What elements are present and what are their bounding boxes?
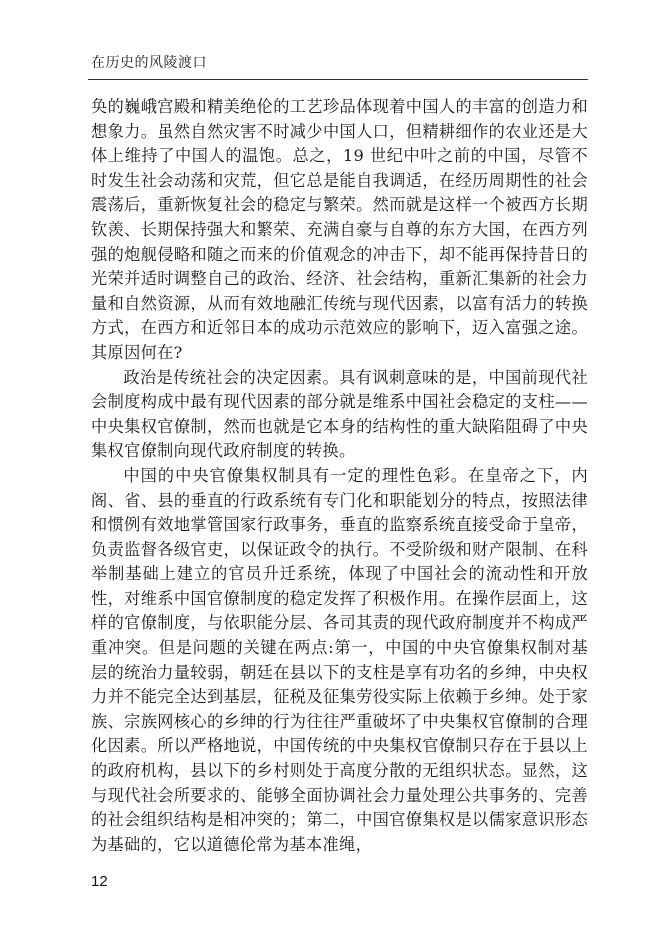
paragraph-continued: 奂的巍峨宫殿和精美绝伦的工艺珍品体现着中国人的丰富的创造力和想象力。虽然自然灾害不时减少中国人口，但精耕细作的农业还是大体上维持了中国人的温饱。总之，19 世纪中叶之前的中国，尽管不时发生社会动荡和灾荒，但它总是能自我调适，在经历周期性的社会震荡后，重新恢复社会的稳定与繁荣。然而就是这样一个被西方长期钦羡、长期保持强大和繁荣、充满自豪与自尊的东方大国，在西方列强的炮舰侵略和随之而来的价值观念的冲击下，却不能再保持昔日的光荣并适时调整自己的政治、经济、社会结构，重新汇集新的社会力量和自然资源，从而有效地融汇传统与现代因素，以富有活力的转换方式，在西方和近邻日本的成功示范效应的影响下，迈入富强之途。其原因何在?: [91, 97, 588, 362]
header-rule: [88, 79, 588, 80]
body-text: [91, 95, 588, 857]
paragraph: 政治是传统社会的决定因素。具有讽刺意味的是，中国前现代社会制度构成中最有现代因素的部分就是维系中国社会稳定的支柱——中央集权官僚制，然而也就是它本身的结构性的重大缺陷阻碍了中央集权官僚制向现代政府制度的转换。: [91, 367, 588, 461]
paragraph: 中国的中央官僚集权制具有一定的理性色彩。在皇帝之下，内阁、省、县的垂直的行政系统有专门化和职能划分的特点，按照法律和惯例有效地掌管国家行政事务，垂直的监察系统直接受命于皇帝，负责监督各级官吏，以保证政令的执行。不受阶级和财产限制、在科举制基础上建立的官员升迁系统，体现了中国社会的流动性和开放性，对维系中国官僚制度的稳定发挥了积极作用。在操作层面上，这样的官僚制度，与依职能分层、各司其责的现代政府制度并不构成严重冲突。但是问题的关键在两点:第一，中国的中央官僚集权制对基层的统治力量较弱，朝廷在县以下的支柱是享有功名的乡绅，中央权力并不能完全达到基层，征税及征集劳役实际上依赖于乡绅。处于家族、宗族网核心的乡绅的行为往往严重破坏了中央集权官僚制的合理化因素。所以严格地说，中国传统的中央集权官僚制只存在于县以上的政府机构，县以下的乡村则处于高度分散的无组织状态。显然，这与现代社会所要求的、能够全面协调社会力量处理公共事务的、完善的社会组织结构是相冲突的；第二，中国官僚集权是以儒家意识形态为基础的，它以道德伦常为基本准绳，: [91, 465, 588, 854]
page-number: 12: [91, 873, 108, 890]
running-head: 在历史的风陵渡口: [91, 55, 207, 71]
